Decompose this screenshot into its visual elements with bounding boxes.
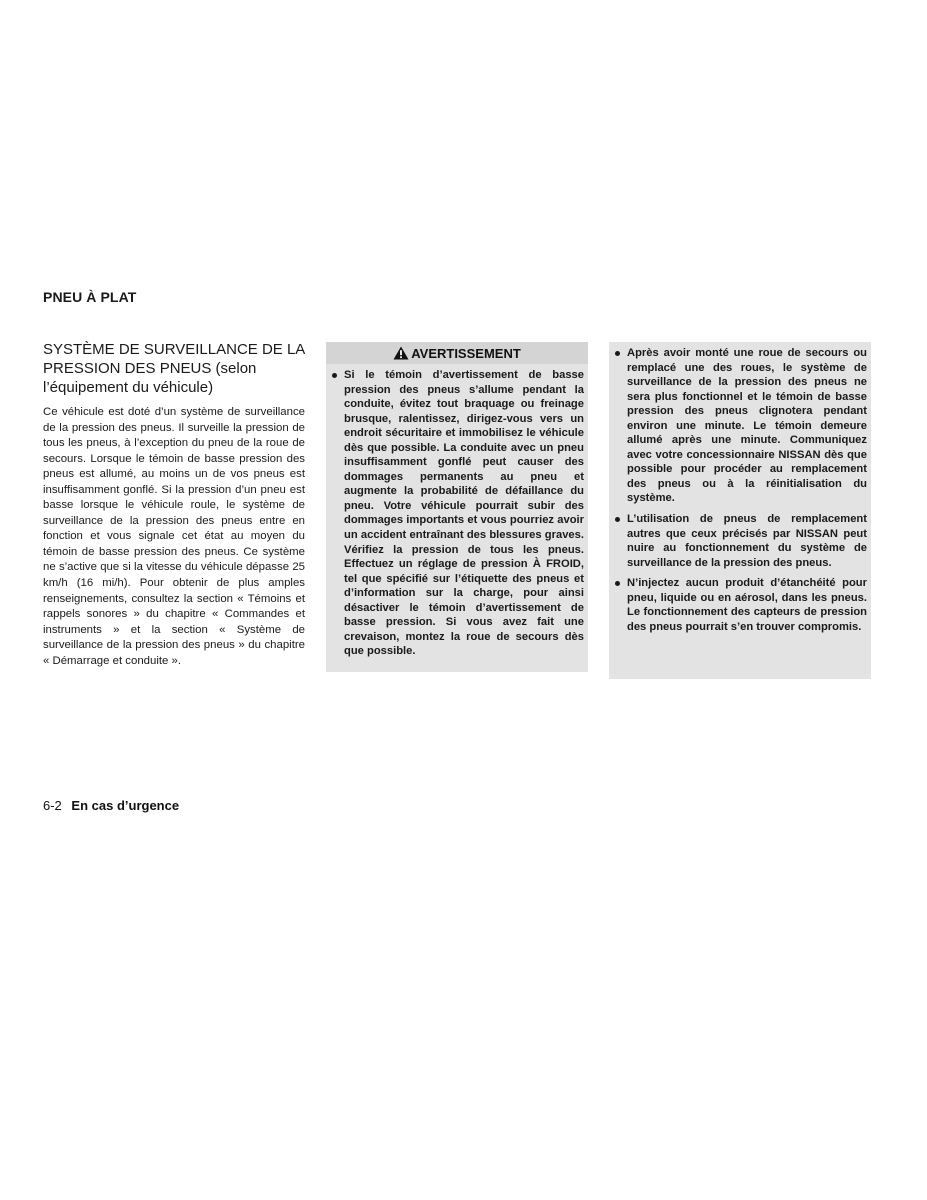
note-item-text: Après avoir monté une roue de secours ou remplacé une des roues, le système de surveillance de la pression des pneus ne sera plus fonctionnel et le témoin de basse pression des pneus clignotera pendant environ une minute. Le témoin demeure allumé après une minute. Communiquez avec votre concessionnaire NISSAN dès que possible pour procéder au remplacement des pneus ou à la réinitialisation du système. (627, 347, 867, 505)
note-item (615, 346, 867, 506)
warning-label: AVERTISSEMENT (411, 345, 521, 361)
notes-panel (609, 342, 871, 679)
chapter-title: En cas d’urgence (71, 798, 180, 813)
notes-list (609, 342, 871, 634)
note-item-text: L’utilisation de pneus de remplacement autres que ceux précisés par NISSAN peut nuire au fonctionnement du système de surveillance de la pression des pneus. (627, 513, 867, 569)
bullet-icon (615, 581, 620, 586)
warning-panel (326, 342, 588, 672)
warning-item (332, 368, 584, 659)
tpms-body: Ce véhicule est doté d’un système de surveillance de la pression des pneus. Il surveille la pression de tous les pneus, à l’exception du pneu de la roue de secours. Lorsque le témoin de basse pression des pneus est allumé, au moins un de vos pneus est insuffisamment gonflé. Si la pression d’un pneu est basse lorsque le véhicule roule, le système de surveillance de la pression des pneus entre en fonction et vous signale cet état au moyen du témoin de basse pression des pneus. Ce système ne s’active que si la vitesse du véhicule dépasse 25 km/h (16 mi/h). Pour obtenir de plus amples renseignements, consultez la section « Témoins et rappels sonores » du chapitre « Commandes et instruments » et la section « Système de surveillance de la pression des pneus » du chapitre « Démarrage et conduite ». (43, 406, 305, 667)
note-item (615, 512, 867, 570)
note-item (615, 576, 867, 634)
warning-item-text: Si le témoin d’avertissement de basse pression des pneus s’allume pendant la conduite, évitez tout braquage ou freinage brusque, ralentissez, dirigez-vous vers un endroit sécuritaire et immobilisez le véhicule dès que possible. La conduite avec un pneu insuffisamment gonflé peut causer des dommages permanents au pneu et augmente la probabilité de défaillance du pneu. Votre véhicule pourrait subir des dommages importants et vous pourriez avoir un accident entraînant des blessures graves. Vérifiez la pression de tous les pneus. Effectuez un réglage de pression À FROID, tel que spécifié sur l’étiquette des pneus et d’information sur la charge, pour ainsi désactiver le témoin d’avertissement de basse pression. Si vous avez fait une crevaison, montez la roue de secours dès que possible. (344, 369, 584, 658)
page-footer (43, 798, 179, 813)
section-title: PNEU À PLAT (43, 289, 137, 305)
note-item-text: N’injectez aucun produit d’étanchéité pour pneu, liquide ou en aérosol, dans les pneus. Le fonctionnement des capteurs de pression des pneus pourrait s’en trouver compromis. (627, 577, 867, 633)
bullet-icon (332, 373, 337, 378)
warning-triangle-icon (393, 346, 409, 360)
bullet-icon (615, 517, 620, 522)
page-number: 6-2 (43, 798, 62, 813)
warning-header (326, 342, 588, 364)
bullet-icon (615, 351, 620, 356)
tpms-column (43, 340, 305, 669)
warning-list (326, 368, 588, 659)
tpms-heading: SYSTÈME DE SURVEILLANCE DE LA PRESSION DES PNEUS (selon l’équipement du véhicule) (43, 341, 305, 396)
